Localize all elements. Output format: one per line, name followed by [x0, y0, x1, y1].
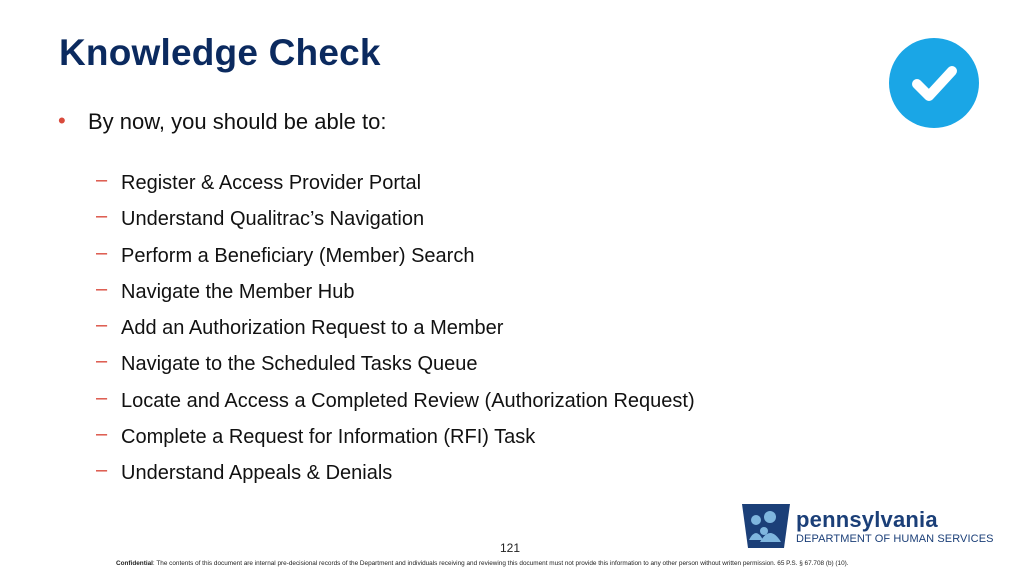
list-item [96, 205, 695, 241]
page-number: 121 [500, 541, 521, 555]
dash-icon: – [96, 423, 108, 446]
dash-icon: – [96, 314, 108, 337]
dash-icon: – [96, 205, 108, 228]
list-item-text: Understand Qualitrac’s Navigation [121, 208, 425, 231]
list-item [96, 387, 695, 423]
dash-icon: – [96, 386, 108, 409]
list-item [96, 169, 695, 205]
list-item [96, 314, 695, 350]
list-item-text: Understand Appeals & Denials [121, 462, 393, 485]
list-item [96, 278, 695, 314]
keystone-icon [740, 500, 792, 550]
confidential-text: : The contents of this document are internal pre-decisional records of the Department and individuals receiving and reviewing this document must not provide this information to any other person without written permission. 65 P.S. § 67.708 (b) (10). [152, 560, 849, 567]
dash-icon: – [96, 459, 108, 482]
list-item-text: Add an Authorization Request to a Member [121, 317, 504, 340]
dash-icon: – [96, 277, 108, 300]
list-item [96, 459, 695, 495]
dhs-logo [740, 500, 994, 552]
confidential-label: Confidential [116, 560, 153, 567]
slide-title: Knowledge Check [59, 32, 381, 73]
dash-icon: – [96, 350, 108, 373]
checkmark-icon [889, 38, 979, 128]
list-item [96, 242, 695, 278]
list-item-text: Locate and Access a Completed Review (Authorization Request) [121, 389, 695, 412]
list-item [96, 423, 695, 459]
list-item-text: Navigate the Member Hub [121, 280, 355, 303]
list-item-text: Register & Access Provider Portal [121, 172, 422, 194]
dash-icon: – [96, 241, 108, 264]
logo-name: pennsylvania [796, 507, 938, 532]
bullet-icon: • [58, 108, 66, 133]
dash-icon: – [96, 169, 108, 191]
intro-text: By now, you should be able to: [88, 109, 387, 134]
list-item-text: Navigate to the Scheduled Tasks Queue [121, 353, 478, 376]
objectives-list [96, 169, 695, 496]
confidential-notice [116, 560, 849, 567]
list-item-text: Perform a Beneficiary (Member) Search [121, 244, 475, 267]
logo-department: DEPARTMENT OF HUMAN SERVICES [796, 533, 994, 545]
list-item [96, 350, 695, 386]
intro-bullet [58, 108, 386, 136]
list-item-text: Complete a Request for Information (RFI) Task [121, 426, 536, 449]
